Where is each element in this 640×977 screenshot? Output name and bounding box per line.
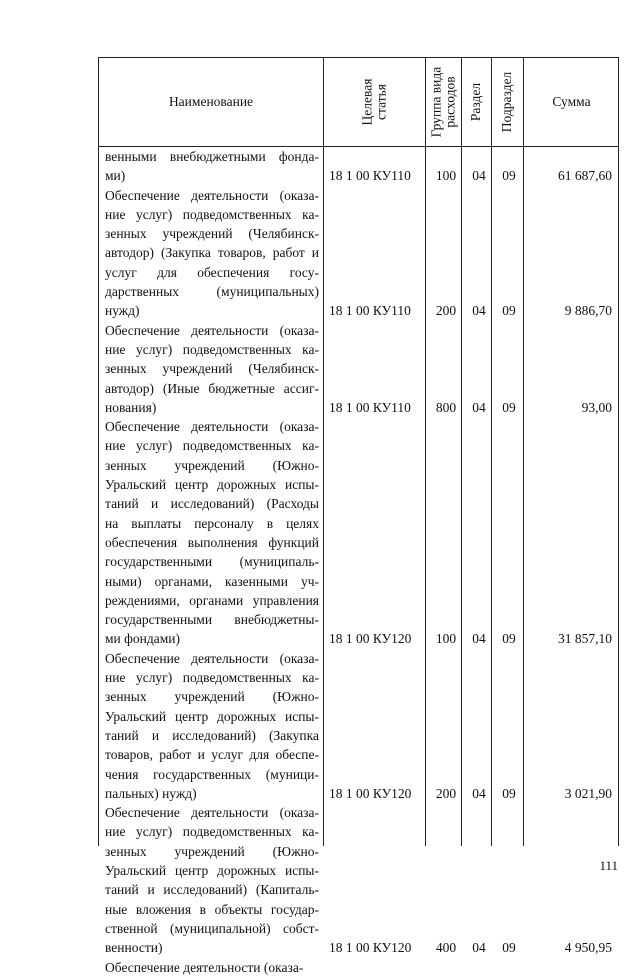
header-sum — [523, 58, 620, 146]
row-target-code: 18 1 00 КУ110 — [329, 303, 411, 319]
row-target-code: 18 1 00 КУ120 — [329, 631, 412, 647]
row-name-line: дарственных (муниципальных) — [105, 284, 319, 300]
row-name-line: государственными внебюджетны- — [105, 612, 319, 628]
header-subsection-label: Подраздел — [499, 71, 515, 133]
table-row — [99, 958, 618, 977]
header-name-label: Наименование — [168, 94, 254, 109]
row-name-line: автодор) (Иные бюджетные ассиг- — [105, 380, 319, 396]
row-name-line: зенных учреждений (Южно- — [105, 457, 319, 473]
row-name — [105, 417, 319, 649]
table-row — [99, 803, 618, 957]
row-name-line: таний и исследований) (Расходы — [105, 496, 319, 512]
row-name-line: Обеспечение деятельности (оказа- — [105, 187, 319, 203]
row-name — [105, 186, 319, 321]
header-section — [461, 58, 491, 146]
row-name-line: товаров, работ и услуг для обеспе- — [105, 747, 319, 763]
row-group: 200 — [435, 303, 457, 319]
row-name-line: государственными (муниципаль- — [105, 554, 319, 570]
row-sum: 9 886,70 — [564, 303, 612, 319]
row-subsection: 09 — [502, 940, 516, 956]
header-group-line: расходов — [442, 76, 457, 128]
row-name-line: ми фондами) — [105, 631, 180, 647]
row-section: 04 — [472, 168, 486, 184]
row-section: 04 — [472, 940, 486, 956]
row-name-line: нужд) — [105, 303, 140, 319]
row-name-line: ми) — [105, 168, 126, 184]
header-section-label: Раздел — [468, 82, 483, 122]
row-name-line: Уральский центр дорожных испы- — [105, 863, 319, 879]
row-name-line: пальных) нужд) — [105, 785, 197, 801]
table-row — [99, 147, 618, 186]
row-name-line: Обеспечение деятельности (оказа- — [105, 322, 319, 338]
row-name-line: ние услуг) подведомственных ка- — [105, 206, 319, 222]
row-name-line: Уральский центр дорожных испы- — [105, 477, 319, 493]
row-name-line: Обеспечение деятельности (оказа- — [105, 650, 319, 666]
row-name-line: Обеспечение деятельности (оказа- — [105, 959, 304, 975]
row-name-line: услуг для обеспечения госу- — [105, 264, 319, 280]
row-name — [105, 958, 319, 977]
row-target-code: 18 1 00 КУ110 — [329, 399, 411, 415]
header-group-line: Группа вида — [428, 66, 443, 138]
row-sum: 31 857,10 — [558, 631, 612, 647]
header-name — [99, 58, 323, 146]
row-name — [105, 649, 319, 803]
row-name-line: таний и исследований) (Капиталь- — [105, 882, 319, 898]
row-name-line: Обеспечение деятельности (оказа- — [105, 419, 319, 435]
row-sum: 61 687,60 — [558, 168, 612, 184]
row-name-line: венности) — [105, 940, 163, 956]
page-number: 111 — [599, 858, 618, 873]
row-target-code: 18 1 00 КУ110 — [329, 168, 411, 184]
row-sum: 93,00 — [581, 399, 612, 415]
row-name-line: обеспечения выполнения функций — [105, 534, 319, 550]
row-section: 04 — [472, 631, 486, 647]
row-name-line: ственной (муниципальной) собст- — [105, 920, 319, 936]
row-name-line: венными внебюджетными фонда- — [105, 149, 319, 164]
row-section: 04 — [472, 785, 486, 801]
row-name-line: зенных учреждений (Челябинск- — [105, 361, 319, 377]
row-name-line: чения государственных (муници- — [105, 766, 319, 782]
header-target-label — [360, 79, 388, 126]
row-name-line: нования) — [105, 399, 157, 415]
row-section: 04 — [472, 399, 486, 415]
table-row — [99, 321, 618, 418]
row-name-line: Уральский центр дорожных испы- — [105, 708, 319, 724]
row-sum: 3 021,90 — [564, 785, 612, 801]
header-sum-label: Сумма — [552, 94, 591, 109]
row-subsection: 09 — [502, 399, 516, 415]
row-name-line: реждениями, органами управления — [105, 592, 319, 608]
row-name-line: таний и исследований) (Закупка — [105, 727, 319, 743]
row-name-line: ние услуг) подведомственных ка- — [105, 824, 319, 840]
header-target — [323, 58, 425, 146]
header-group-label — [429, 67, 457, 138]
header-target-line: Целевая — [359, 78, 374, 126]
row-name-line: зенных учреждений (Челябинск- — [105, 226, 319, 242]
row-name-line: на выплаты персоналу в целях — [105, 515, 319, 531]
row-target-code: 18 1 00 КУ120 — [329, 785, 412, 801]
row-group: 100 — [435, 168, 457, 184]
row-subsection: 09 — [502, 631, 516, 647]
row-name-line: ными) органами, казенными уч- — [105, 573, 319, 589]
row-section: 04 — [472, 303, 486, 319]
row-target-code: 18 1 00 КУ120 — [329, 940, 412, 956]
row-name-line: зенных учреждений (Южно- — [105, 843, 319, 859]
row-name-line: ние услуг) подведомственных ка- — [105, 341, 319, 357]
row-name — [105, 147, 319, 186]
row-sum: 4 950,95 — [564, 940, 612, 956]
row-group: 800 — [435, 399, 457, 415]
row-subsection: 09 — [502, 303, 516, 319]
header-group — [425, 58, 461, 146]
row-name — [105, 803, 319, 957]
row-subsection: 09 — [502, 168, 516, 184]
table-row — [99, 186, 618, 321]
row-name-line: ние услуг) подведомственных ка- — [105, 670, 319, 686]
row-name-line: Обеспечение деятельности (оказа- — [105, 805, 319, 821]
row-group: 400 — [435, 940, 457, 956]
table-row — [99, 417, 618, 649]
row-name-line: зенных учреждений (Южно- — [105, 689, 319, 705]
row-name-line: ные вложения в объекты государ- — [105, 901, 319, 917]
table-row — [99, 649, 618, 803]
header-target-line: статья — [373, 84, 388, 120]
row-name-line: автодор) (Закупка товаров, работ и — [105, 245, 319, 261]
row-group: 100 — [435, 631, 457, 647]
row-subsection: 09 — [502, 785, 516, 801]
row-name-line: ние услуг) подведомственных ка- — [105, 438, 319, 454]
row-name — [105, 321, 319, 417]
row-group: 200 — [435, 785, 457, 801]
header-subsection — [491, 58, 523, 146]
